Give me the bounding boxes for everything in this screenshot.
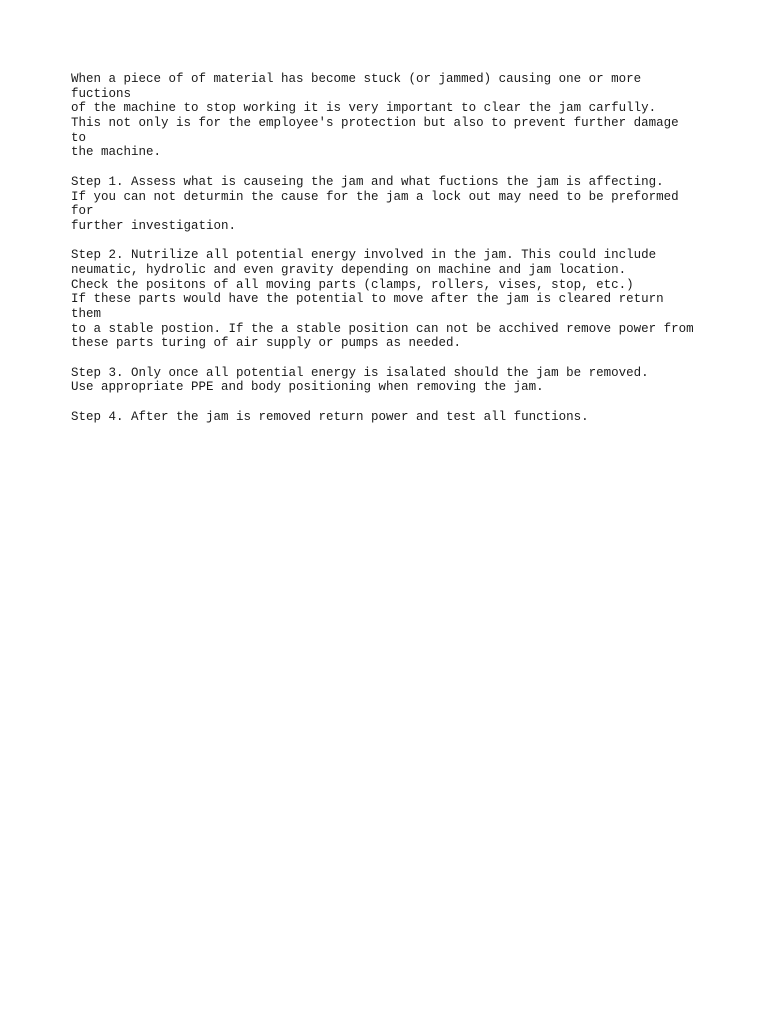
text-line: If these parts would have the potential to move after the jam is cleared return	[71, 292, 664, 307]
paragraph-step-2	[71, 248, 711, 351]
text-line: If you can not deturmin the cause for the jam a lock out may need to be preformed	[71, 189, 679, 204]
text-line: fuctions	[71, 86, 132, 101]
text-line: Step 4. After the jam is removed return power and test all functions.	[71, 409, 589, 424]
paragraph-step-3	[71, 366, 711, 395]
text-line: When a piece of of material has become stuck (or jammed) causing one or more	[71, 72, 642, 86]
document-body	[71, 72, 711, 439]
text-line: Step 1. Assess what is causeing the jam and what fuctions the jam is affecting.	[71, 174, 664, 189]
text-line: of the machine to stop working it is very important to clear the jam carfully.	[71, 101, 657, 116]
text-line: further investigation.	[71, 218, 237, 233]
text-line: these parts turing of air supply or pumps as needed.	[71, 336, 462, 351]
text-line: to	[71, 130, 87, 145]
text-line: Step 3. Only once all potential energy is isalated should the jam be removed.	[71, 365, 649, 380]
text-line: to a stable postion. If the a stable position can not be acchived remove power from	[71, 321, 694, 336]
paragraph-step-1	[71, 175, 711, 234]
paragraph-step-4	[71, 410, 711, 425]
text-line: for	[71, 204, 94, 219]
text-line: the machine.	[71, 145, 162, 160]
text-line: them	[71, 307, 102, 321]
text-line: Step 2. Nutrilize all potential energy involved in the jam. This could include	[71, 248, 657, 263]
text-line: Use appropriate PPE and body positioning when removing the jam.	[71, 380, 544, 395]
text-line: Check the positons of all moving parts (clamps, rollers, vises, stop, etc.)	[71, 277, 634, 292]
text-line: This not only is for the employee's protection but also to prevent further damage	[71, 116, 679, 131]
text-line: neumatic, hydrolic and even gravity depending on machine and jam location.	[71, 262, 627, 277]
paragraph-intro	[71, 72, 711, 160]
